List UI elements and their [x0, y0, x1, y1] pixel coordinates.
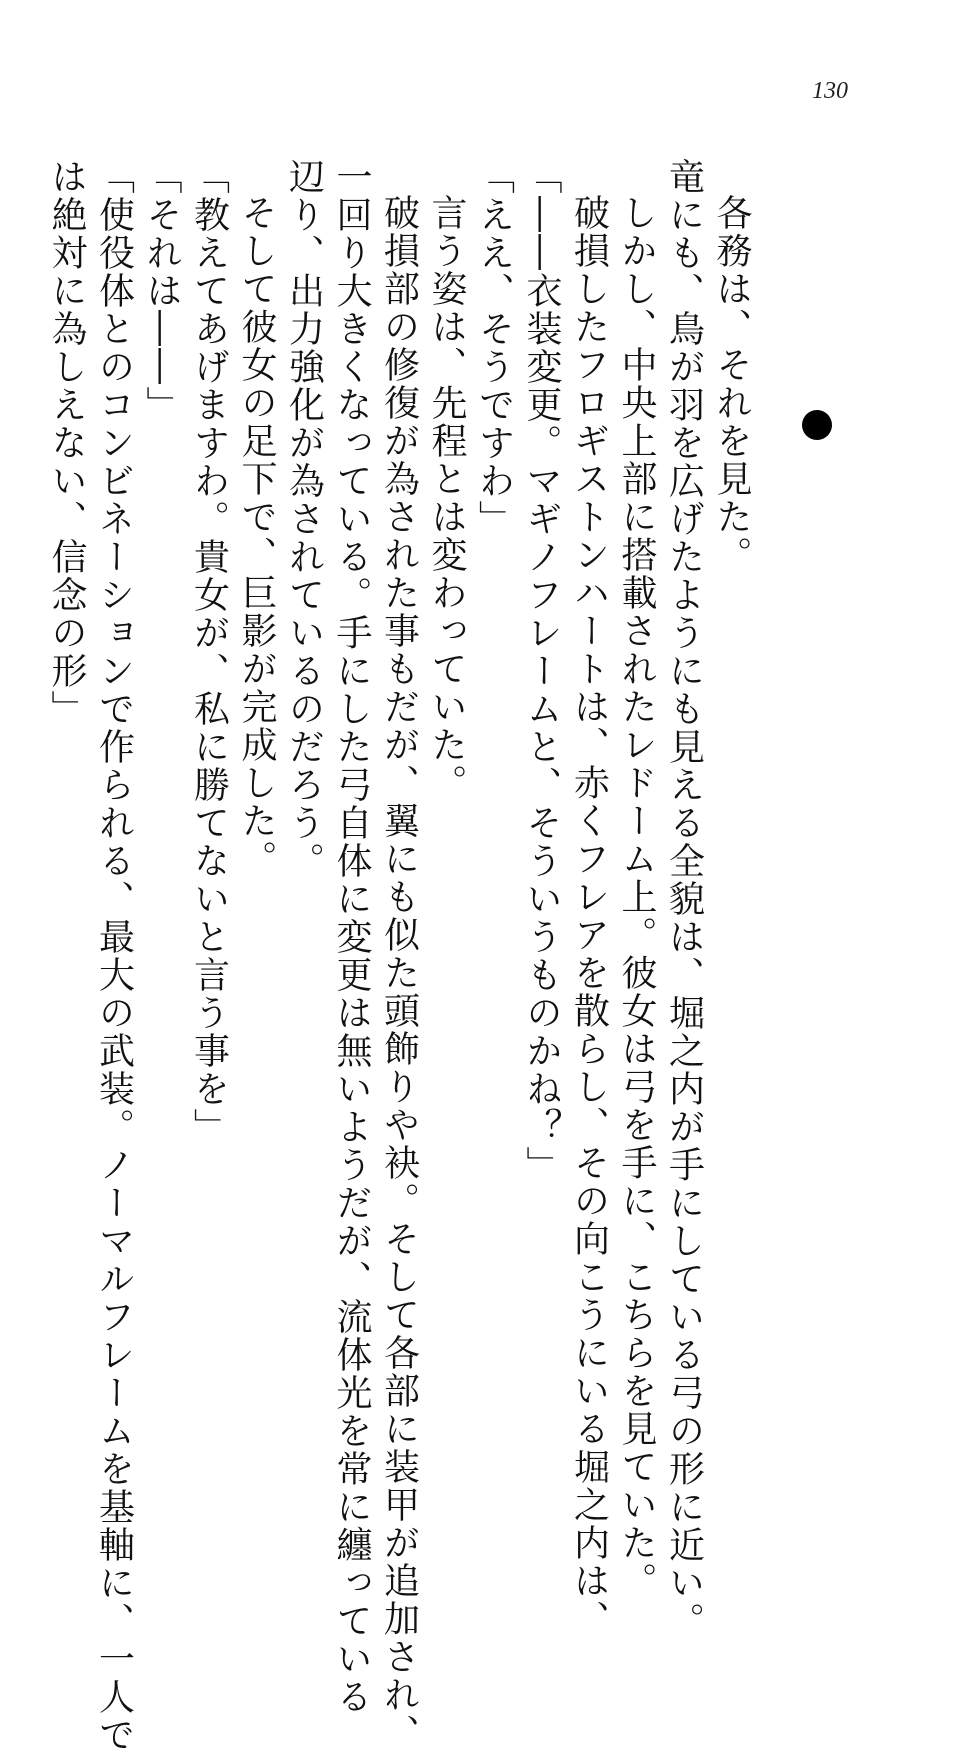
text-line: は絶対に為しえない、信念の形」: [46, 158, 87, 728]
text-line: 「使役体とのコンビネーションで作られる、最大の武装。ノーマルフレームを基軸に、一人で: [93, 158, 135, 1754]
text-line: 竜にも、鳥が羽を広げたようにも見える全貌は、堀之内が手にしている弓の形に近い。: [663, 158, 705, 1640]
text-line: 辺り、出力強化が為されているのだろう。: [283, 158, 325, 880]
text-line: 破損部の修復が為された事もだが、翼にも似た頭飾りや袂。そして各部に装甲が追加され、: [378, 194, 420, 1752]
text-line: そして彼女の足下で、巨影が完成した。: [236, 194, 277, 878]
text-line: 破損したフロギストンハートは、赤くフレアを散らし、その向こうにいる堀之内は、: [568, 194, 610, 1638]
body-text: [43, 158, 756, 1754]
text-line: 「教えてあげますわ。貴女が、私に勝てないと言う事を」: [188, 158, 230, 1146]
text-line: 一回り大きくなっている。手にした弓自体に変更は無いようだが、流体光を常に纏っている: [331, 158, 372, 1716]
text-line: 「それは――」: [141, 158, 182, 424]
section-marker-dot: [802, 410, 832, 440]
page-number: 130: [812, 78, 848, 104]
text-line: 言う姿は、先程とは変わっていた。: [426, 194, 467, 802]
text-line: 「――衣装変更。マギノフレームと、そういうものかね？」: [521, 158, 562, 1184]
text-line: しかし、中央上部に搭載されたレドーム上。彼女は弓を手に、こちらを見ていた。: [616, 194, 657, 1600]
text-line: 「ええ、そうですわ」: [473, 158, 515, 538]
text-line: 各務は、それを見た。: [711, 194, 752, 574]
